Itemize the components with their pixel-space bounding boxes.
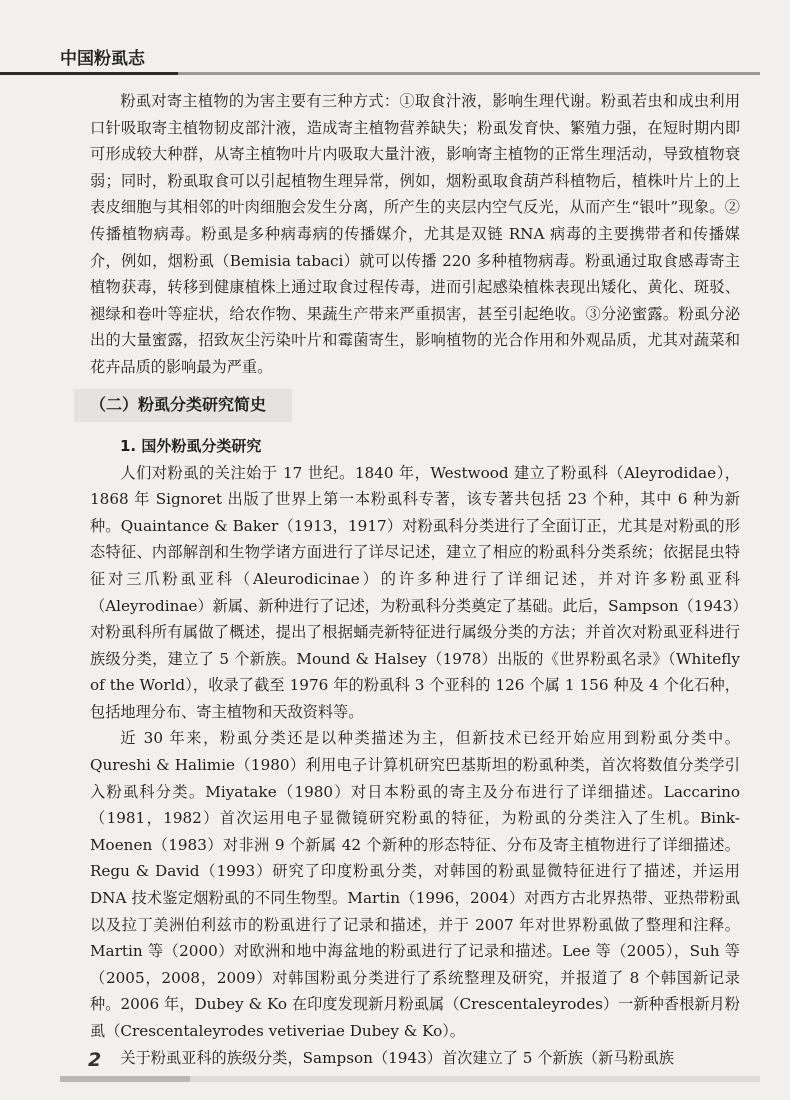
header-rule-light [178,72,760,75]
footer-bar-accent [60,1076,190,1082]
subsection-heading: 1. 国外粉虱分类研究 [120,436,262,455]
page-body [90,88,740,1071]
section-heading: （二）粉虱分类研究简史 [74,389,292,422]
book-title: 中国粉虱志 [60,49,145,69]
paragraph-tribe-classification: 关于粉虱亚科的族级分类，Sampson（1943）首次建立了 5 个新族（新马粉虱族 [120,1048,674,1067]
running-header [0,0,790,75]
header-rule-dark [0,72,178,75]
paragraph-harm-methods: 粉虱对寄主植物的为害主要有三种方式：①取食汁液，影响生理代谢。粉虱若虫和成虫利用口针吸取寄主植物韧皮部汁液，造成寄主植物营养缺失；粉虱发育快、繁殖力强，在短时期内即可形成较大种群，从寄主植物叶片内吸取大量汁液，影响寄主植物的正常生理活动，导致植物衰弱；同时，粉虱取食可以引起植物生理异常，例如，烟粉虱取食葫芦科植物后，植株叶片上的上表皮细胞与其相邻的叶肉细胞会发生分离，所产生的夹层内空气反光，从而产生“银叶”现象。②传播植物病毒。粉虱是多种病毒病的传播媒介，尤其是双链 RNA 病毒的主要携带者和传播媒介，例如，烟粉虱（Bemisia tabaci）就可以传播 220 多种植物病毒。粉虱通过取食感毒寄主植物获毒，转移到健康植株上通过取食过程传毒，进而引起感染植株表现出矮化、黄化、斑驳、褪绿和卷叶等症状，给农作物、果蔬生产带来严重损害，甚至引起绝收。③分泌蜜露。粉虱分泌出的大量蜜露，招致灰尘污染叶片和霉菌寄生，影响植物的光合作用和外观品质，尤其对蔬菜和花卉品质的影响最为严重。 [90,92,740,376]
paragraph-recent-research: 近 30 年来，粉虱分类还是以种类描述为主，但新技术已经开始应用到粉虱分类中。Qureshi & Halimie（1980）利用电子计算机研究巴基斯坦的粉虱种类，首次将数值分类学引入粉虱科分类。Miyatake（1980）对日本粉虱的寄主及分布进行了详细描述。Laccarino（1981，1982）首次运用电子显微镜研究粉虱的特征，为粉虱的分类注入了生机。Bink-Moenen（1983）对非洲 9 个新属 42 个新种的形态特征、分布及寄主植物进行了详细描述。Regu & David（1993）研究了印度粉虱分类，对韩国的粉虱显微特征进行了描述，并运用 DNA 技术鉴定烟粉虱的不同生物型。Martin（1996，2004）对西方古北界热带、亚热带粉虱以及拉丁美洲伯利兹市的粉虱进行了记录和描述，并于 2007 年对世界粉虱做了整理和注释。Martin 等（2000）对欧洲和地中海盆地的粉虱进行了记录和描述。Lee 等（2005），Suh 等（2005，2008，2009）对韩国粉虱分类进行了系统整理及研究，并报道了 8 个韩国新记录种。2006 年，Dubey & Ko 在印度发现新月粉虱属（Crescentaleyrodes）一新种香根新月粉虱（Crescentaleyrodes vetiveriae Dubey & Ko）。 [90,729,740,1040]
footer-bar [60,1076,760,1082]
paragraph-history: 人们对粉虱的关注始于 17 世纪。1840 年，Westwood 建立了粉虱科（Aleyrodidae），1868 年 Signoret 出版了世界上第一本粉虱科专著，该专著共包括 23 个种，其中 6 种为新种。Quaintance & Baker（1913，1917）对粉虱科分类进行了全面订正，尤其是对粉虱的形态特征、内部解剖和生物学诸方面进行了详尽记述，建立了相应的粉虱科分类系统；依据昆虫特征对三爪粉虱亚科（Aleurodicinae）的许多种进行了详细记述，并对许多粉虱亚科（Aleyrodinae）新属、新种进行了记述，为粉虱科分类奠定了基础。此后，Sampson（1943）对粉虱科所有属做了概述，提出了根据蛹壳新特征进行属级分类的方法；并首次对粉虱亚科进行族级分类，建立了 5 个新族。Mound & Halsey（1978）出版的《世界粉虱名录》（Whitefly of the World），收录了截至 1976 年的粉虱科 3 个亚科的 126 个属 1 156 种及 4 个化石种，包括地理分布、寄主植物和天敌资料等。 [90,463,740,721]
page-number: 2 [88,1049,102,1071]
